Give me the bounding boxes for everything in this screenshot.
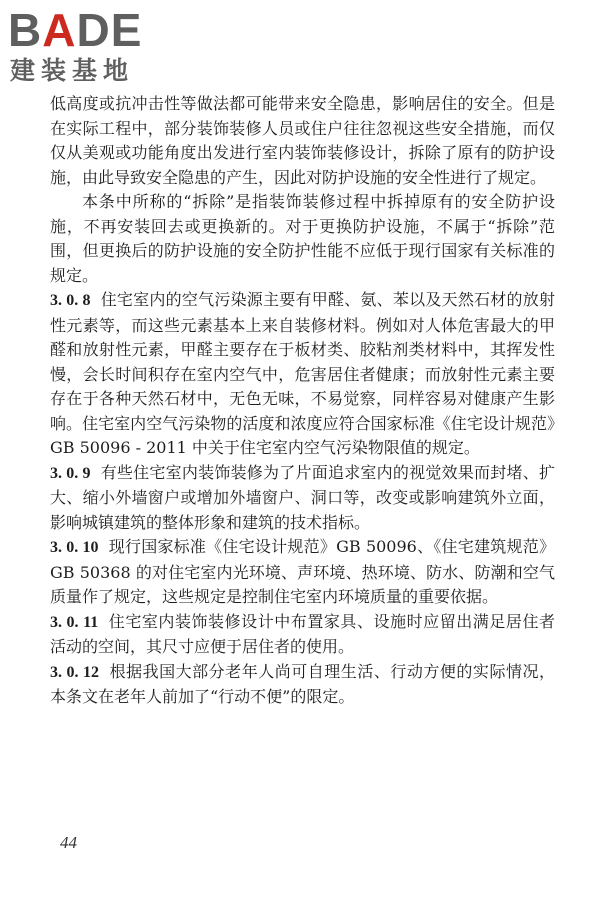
clause-3-0-8 (50, 288, 555, 461)
page-number: 44 (60, 833, 77, 852)
clause-text: 现行国家标准《住宅设计规范》GB 50096、《住宅建筑规范》GB 50368 的对住宅室内光环境、声环境、热环境、防水、防潮和空气质量作了规定，这些规定是控制住宅室内环境质量的重要依据。 (50, 537, 555, 606)
paragraph-text: 本条中所称的“拆除”是指装饰装修过程中拆掉原有的安全防护设施，不再安装回去或更换新的。对于更换防护设施，不属于“拆除”范围，但更换后的防护设施的安全防护性能不应低于现行国家有关标准的规定。 (50, 192, 555, 285)
paragraph-continuation (50, 92, 555, 190)
clause-number: 3. 0. 12 (50, 663, 100, 681)
clause-text: 有些住宅室内装饰装修为了片面追求室内的视觉效果而封堵、扩大、缩小外墙窗户或增加外墙窗户、洞口等，改变或影响建筑外立面，影响城镇建筑的整体形象和建筑的技术指标。 (50, 462, 555, 532)
logo-letter-b: B (8, 4, 43, 56)
clause-text: 住宅室内的空气污染源主要有甲醛、氨、苯以及天然石材的放射性元素等，而这些元素基本上来自装修材料。例如对人体危害最大的甲醛和放射性元素，甲醛主要存在于板材类、胶粘剂类材料中，其挥发性慢，会长时间积存在室内空气中，危害居住者健康；而放射性元素主要存在于各种天然石材中，无色无味，不易觉察，同样容易对健康产生影响。住宅室内空气污染物的活度和浓度应符合国家标准《住宅设计规范》GB 50096 - 2011 中关于住宅室内空气污染物限值的规定。 (50, 290, 555, 457)
clause-3-0-9 (50, 461, 555, 536)
clause-number: 3. 0. 8 (50, 292, 91, 309)
clause-text: 根据我国大部分老年人尚可自理生活、行动方便的实际情况，本条文在老年人前加了“行动不便”的限定。 (50, 661, 555, 706)
logo-subtitle: 建装基地 (10, 56, 135, 85)
clause-3-0-11 (50, 610, 555, 660)
clause-text: 住宅室内装饰装修设计中布置家具、设施时应留出满足居住者活动的空间，其尺寸应便于居住者的使用。 (50, 611, 555, 656)
clause-number: 3. 0. 9 (50, 464, 91, 482)
logo-letter-a-accent: A (42, 4, 77, 56)
paragraph-text: 低高度或抗冲击性等做法都可能带来安全隐患，影响居住的安全。但是在实际工程中，部分装饰装修人员或住户往往忽视这些安全措施，而仅仅从美观或功能角度出发进行室内装饰装修设计，拆除了原有的防护设施，由此导致安全隐患的产生，因此对防护设施的安全性进行了规定。 (50, 94, 555, 187)
paragraph-dismantle-note (50, 190, 555, 288)
clause-3-0-12 (50, 660, 555, 710)
clause-number: 3. 0. 11 (50, 613, 99, 631)
clause-3-0-10 (50, 535, 555, 610)
clause-number: 3. 0. 10 (50, 539, 99, 556)
bade-logo (8, 6, 183, 88)
body-text (50, 92, 555, 710)
logo-letters-de: DE (76, 4, 143, 56)
logo-wordmark (8, 6, 142, 54)
